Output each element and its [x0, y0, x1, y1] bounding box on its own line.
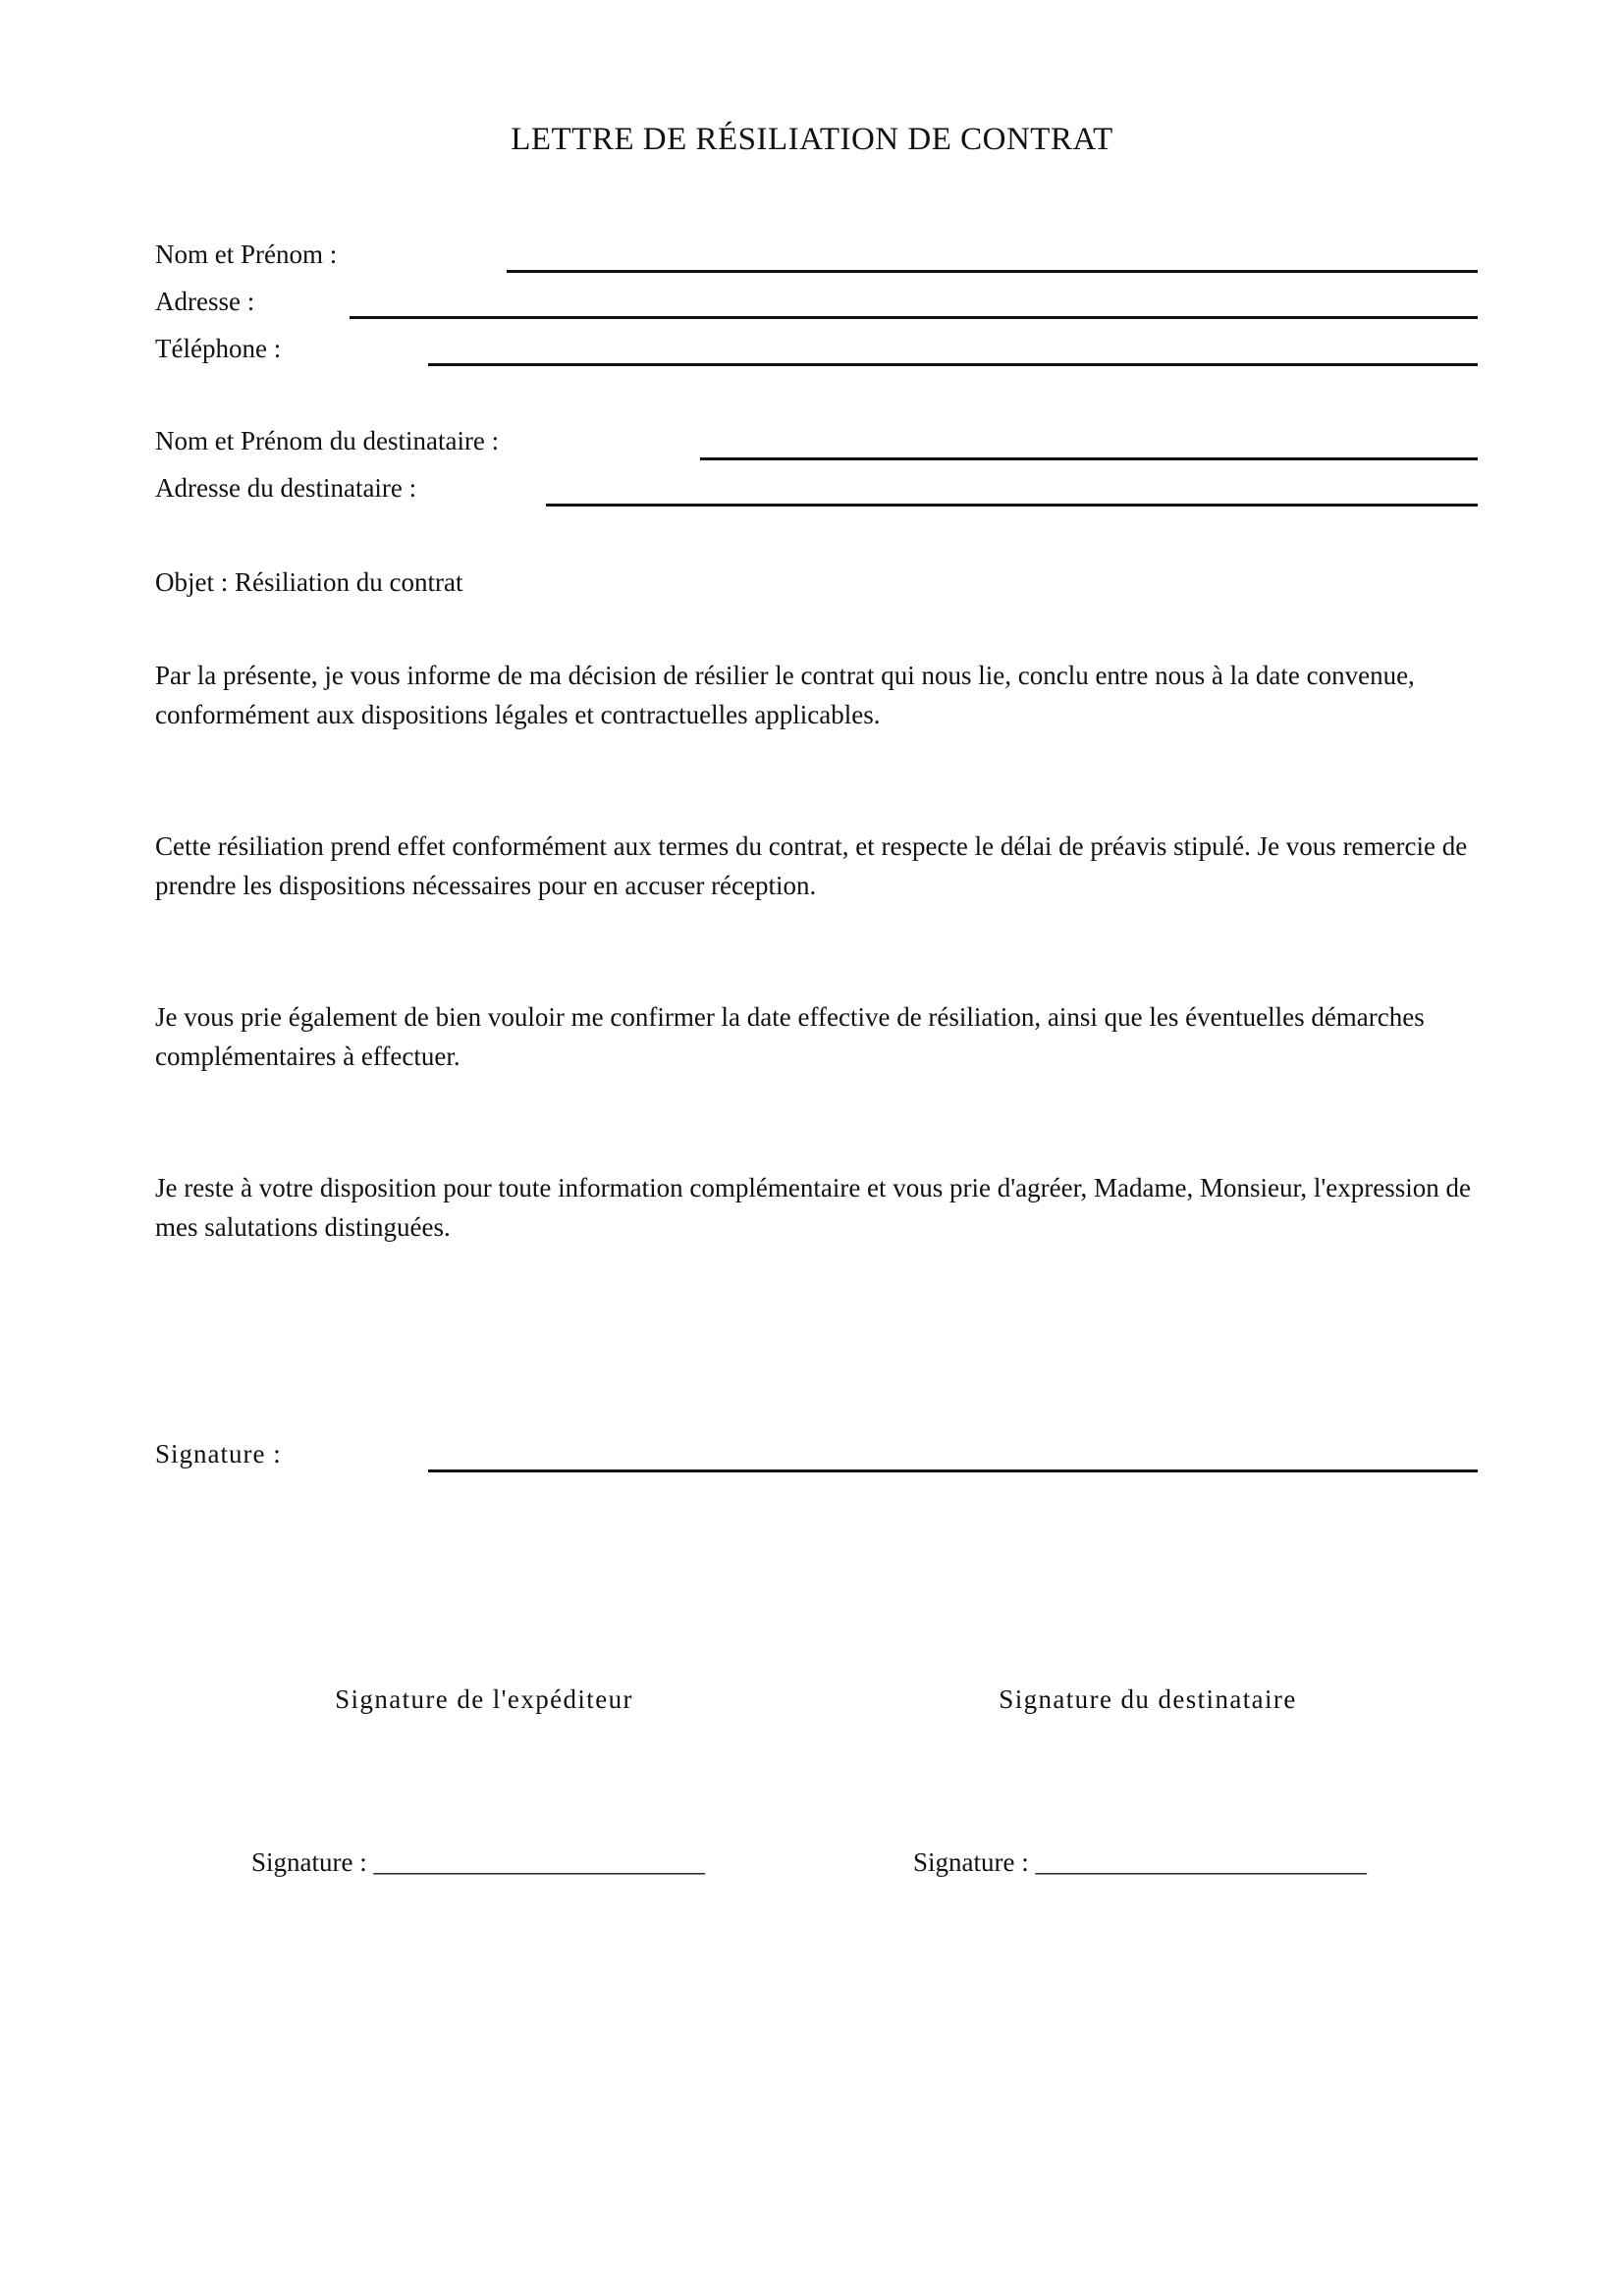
sender-name-label: Nom et Prénom : [155, 240, 338, 269]
sender-signature-field[interactable]: Signature : _________________________ [251, 1847, 705, 1877]
sender-signature-heading: Signature de l'expéditeur [335, 1684, 633, 1714]
sender-name-line[interactable] [507, 270, 1478, 273]
signature-line[interactable] [428, 1469, 1478, 1472]
body-paragraph-2: Cette résiliation prend effet conformément aux termes du contrat, et respecte le délai de préavis stipulé. Je vous remercie de prendre les dispositions nécessaires pour en accuser réception. [155, 831, 1468, 900]
sender-phone-line[interactable] [428, 363, 1478, 366]
sender-phone-label: Téléphone : [155, 334, 282, 363]
recipient-signature-heading: Signature du destinataire [999, 1684, 1297, 1714]
letter-object: Objet : Résiliation du contrat [155, 567, 463, 597]
recipient-name-line[interactable] [700, 457, 1478, 460]
recipient-signature-field[interactable]: Signature : _________________________ [913, 1847, 1367, 1877]
sender-address-label: Adresse : [155, 287, 255, 316]
body-paragraph-3: Je vous prie également de bien vouloir me confirmer la date effective de résiliation, ainsi que les éventuelles démarches complémentaires à effectuer. [155, 1002, 1425, 1071]
sender-address-line[interactable] [350, 316, 1478, 319]
body-paragraph-1: Par la présente, je vous informe de ma décision de résilier le contrat qui nous lie, conclu entre nous à la date convenue, conformément aux dispositions légales et contractuelles applicables. [155, 661, 1415, 729]
recipient-address-line[interactable] [546, 504, 1478, 507]
body-paragraph-4: Je reste à votre disposition pour toute information complémentaire et vous prie d'agréer, Madame, Monsieur, l'expression de mes salutations distinguées. [155, 1173, 1471, 1242]
recipient-address-label: Adresse du destinataire : [155, 473, 417, 503]
document-title: LETTRE DE RÉSILIATION DE CONTRAT [511, 122, 1113, 157]
recipient-name-label: Nom et Prénom du destinataire : [155, 426, 500, 455]
signature-label: Signature : [155, 1439, 282, 1468]
